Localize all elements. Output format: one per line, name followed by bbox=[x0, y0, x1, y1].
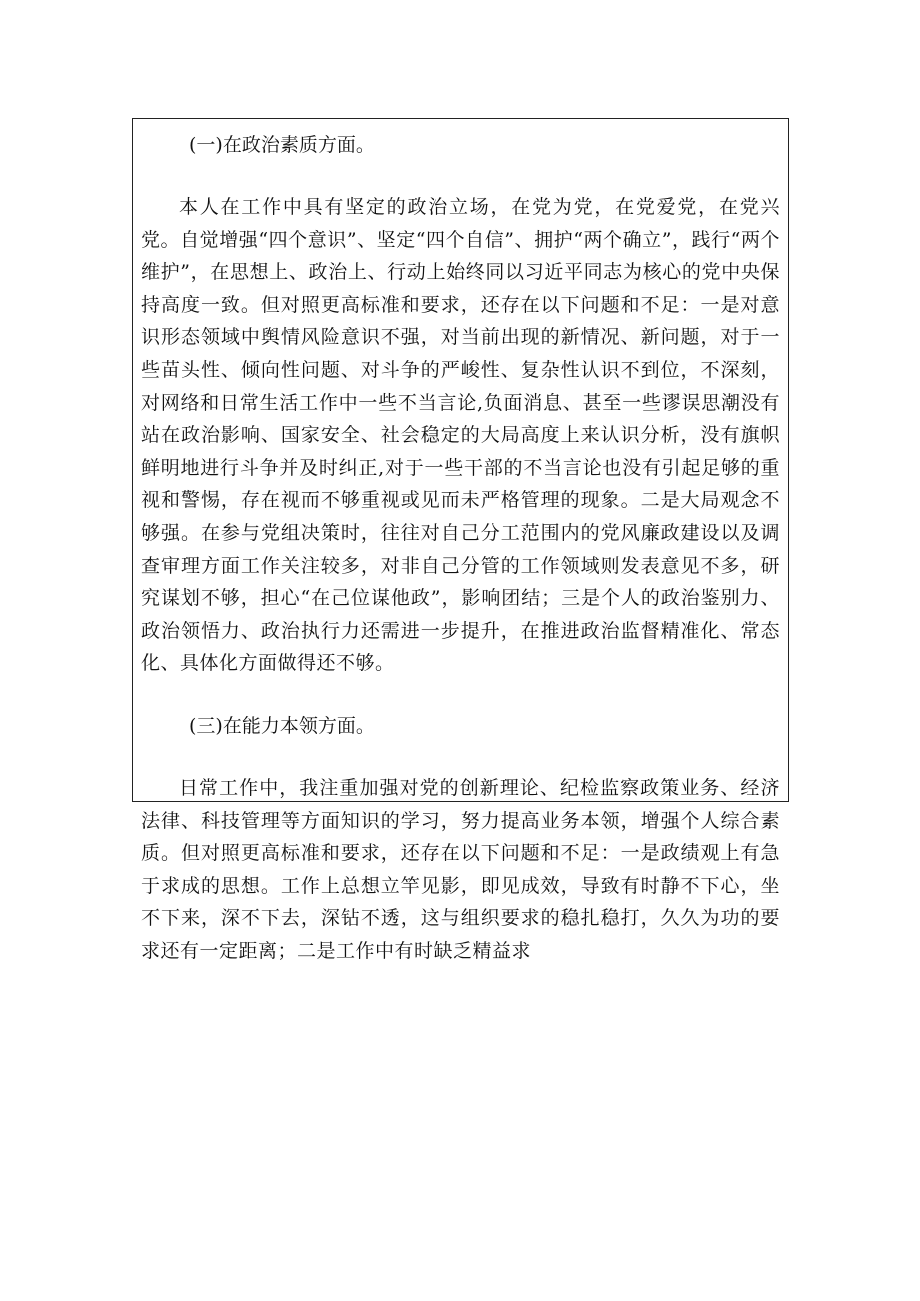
document-table-cell bbox=[132, 118, 789, 962]
section-heading-political: (一)在政治素质方面。 bbox=[189, 134, 375, 156]
section-heading-ability: (三)在能力本领方面。 bbox=[189, 714, 375, 737]
section-paragraph-political: 本人在工作中具有坚定的政治立场，在党为党，在党爱党，在党兴党。自觉增强“四个意识”、坚定“四个自信”、拥护“两个确立”，践行“两个维护”，在思想上、政治上、行动上始终同以习近平同志为核心的党中央保持高度一致。但对照更高标准和要求，还存在以下问题和不足：一是对意识形态领域中舆情风险意识不强，对当前出现的新情况、新问题，对于一些苗头性、倾向性问题、对斗争的严峻性、复杂性认识不到位，不深刻，对网络和日常生活工作中一些不当言论,负面消息、甚至一些谬误思潮没有站在政治影响、国家安全、社会稳定的大局高度上来认识分析，没有旗帜鲜明地进行斗争并及时纠正,对于一些干部的不当言论也没有引起足够的重视和警惕，存在视而不够重视或见而未严格管理的现象。二是大局观念不够强。在参与党组决策时，往往对自己分工范围内的党风廉政建设以及调查审理方面工作关注较多，对非自己分管的工作领域则发表意见不多，研究谋划不够，担心“在己位谋他政”，影响团结；三是个人的政治鉴别力、政治领悟力、政治执行力还需进一步提升，在推进政治监督精准化、常态化、具体化方面做得还不够。 bbox=[141, 196, 780, 675]
section-paragraph-ability: 日常工作中，我注重加强对党的创新理论、纪检监察政策业务、经济法律、科技管理等方面知识的学习，努力提高业务本领，增强个人综合素质。但对照更高标准和要求，还存在以下问题和不足：一是政绩观上有急于求成的思想。工作上总想立竿见影，即见成效，导致有时静不下心，坐不下来，深不下去，深钻不透，这与组织要求的稳扎稳打，久久为功的要求还有一定距离；二是工作中有时缺乏精益求 bbox=[141, 776, 780, 962]
spacer bbox=[141, 680, 780, 710]
spacer bbox=[141, 742, 780, 772]
spacer bbox=[141, 161, 780, 191]
